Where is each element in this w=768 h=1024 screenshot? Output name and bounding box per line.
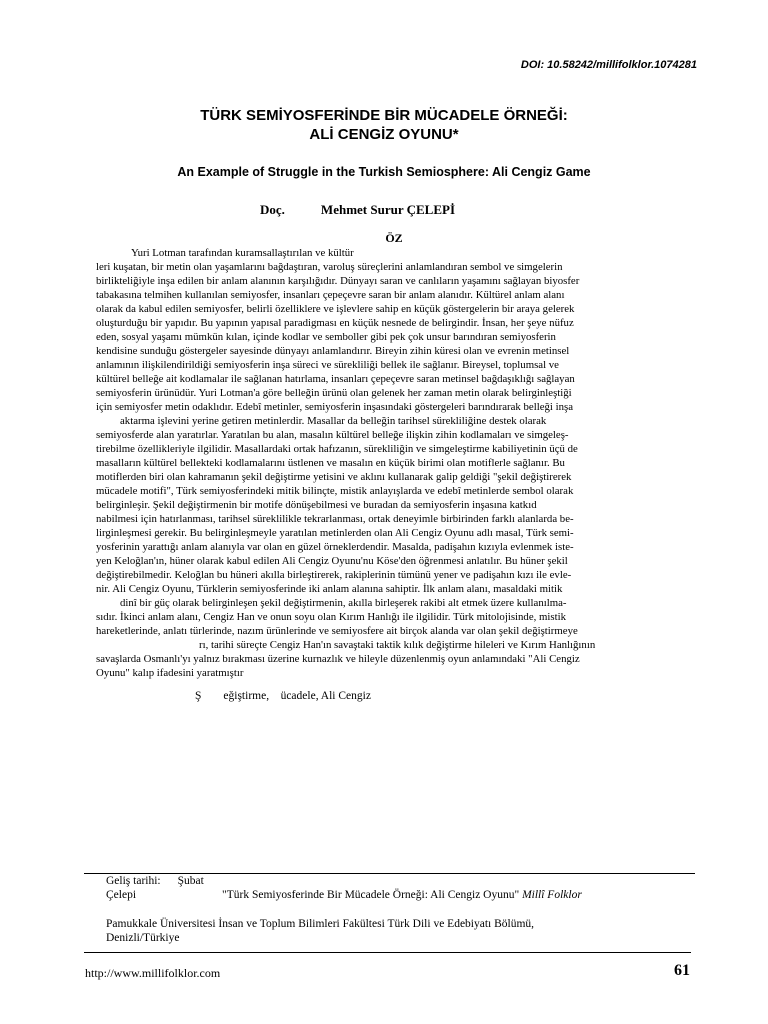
affiliation-line-2: Denizli/Türkiye bbox=[106, 932, 180, 944]
article-subtitle: An Example of Struggle in the Turkish Semiosphere: Ali Cengiz Game bbox=[177, 165, 591, 179]
abstract-line: anlamının ilişkilendirildiği semiyosferin inşa süreci ve sürekliliği bellek ile sağlanır. Bireysel, toplumsal ve bbox=[96, 359, 559, 371]
abstract-line: motiflerden biri olan kahramanın şekil değiştirme yetisini ve aklını kullanarak galip geldiği "şekil değiştirerek bbox=[96, 471, 572, 483]
abstract-line: nabilmesi için hatırlanması, tarihsel süreklilikle tekrarlanması, ortak deneyimle birbirinden farklı alanlarda be- bbox=[96, 513, 574, 525]
abstract-line: oluşturduğu bir yapıdır. Bu yapının yapısal paradigması en küçük nesnede de belirgindir. İnsan, her şeye nüfuz bbox=[96, 317, 574, 329]
abstract-line: eden, sosyal yaşamı mümkün kılan, içinde kodlar ve semboller gibi pek çok unsur barındıran semiyosferin bbox=[96, 331, 556, 343]
abstract-line: Oyunu" kalıp ifadesini yaratmıştır bbox=[96, 667, 244, 679]
abstract-line: kültürel belleğe ait kodlamalar ile sağlanan hatırlama, insanları çepeçevre saran metinsel bağdaşıklığı sağlayan bbox=[96, 373, 575, 385]
abstract-heading: ÖZ bbox=[385, 231, 403, 245]
abstract-line: rı, tarihi süreçte Cengiz Han'ın savaştaki taktik kılık değiştirme hileleri ve Kırım Hanlığının bbox=[199, 639, 596, 651]
received-label: Geliş tarihi: bbox=[106, 875, 161, 887]
abstract-line: belirginleşir. Şekil değiştirmenin bir motife dönüşebilmesi ve buradan da semiyosferin inşasına katkıd bbox=[96, 499, 537, 511]
keyword-fragment-3: ücadele, Ali Cengiz bbox=[280, 690, 371, 702]
journal-url[interactable]: http://www.millifolklor.com bbox=[85, 966, 221, 980]
abstract-line: aktarma işlevini yerine getiren metinlerdir. Masallar da belleğin tarihsel sürekliliğine destek olarak bbox=[120, 415, 547, 427]
abstract-line: dinî bir güç olarak belirginleşen şekil değiştirmenin, akılla birleşerek rakibi alt etmek üzere kullanılma- bbox=[120, 597, 567, 609]
page-number: 61 bbox=[674, 962, 690, 979]
abstract-line: birlikteliğiyle inşa edilen bir anlam alanının karşılığıdır. Dünyayı saran ve canlıların yaşamını sağlayan biyosfer bbox=[96, 275, 580, 287]
abstract-line: yen Keloğlan'ın, hüner olarak kabul edilen Ali Cengiz Oyunu'nu Köse'den öğrenmesi anlatılır. Bu hüner şekil bbox=[96, 555, 568, 567]
abstract-line: hareketlerinde, anlatı türlerinde, nazım ürünlerinde ve semiyosfere ait birçok alanda var olan şekil değiştirmeye bbox=[96, 625, 578, 637]
abstract-body bbox=[96, 246, 697, 680]
author-title: Doç. bbox=[260, 202, 285, 217]
abstract-line: lirginleşmesi gerekir. Bu belirginleşmeyle yaratılan metinlerden olan Ali Cengiz Oyunu adlı masal, Türk semi- bbox=[96, 527, 574, 539]
abstract-line: kendisine sunduğu göstergeler sayesinde dünyayı anlamlandırır. Bireyin zihin küresi olan ve evrenin metinsel bbox=[96, 345, 570, 357]
abstract-line: semiyosferin ürünüdür. Yuri Lotman'a göre belleğin ürünü olan gelenek her zaman metin olarak belirginleştiği bbox=[96, 387, 572, 399]
abstract-line: yosferinin yarattığı anlam alanıyla var olan en güzel örneklerdendir. Masalda, padişahın kızıyla evlenmek iste- bbox=[96, 541, 574, 553]
abstract-line: savaşlarda Osmanlı'yı yalnız bırakması üzerine kurnazlık ve hileyle düzenlenmiş oyun anlamındaki "Ali Cengiz bbox=[96, 653, 580, 665]
citation-author: Çelepi bbox=[106, 889, 137, 901]
footer-rule bbox=[84, 952, 691, 953]
affiliation-line-1: Pamukkale Üniversitesi İnsan ve Toplum Bilimleri Fakültesi Türk Dili ve Edebiyatı Bölümü, bbox=[106, 918, 535, 930]
author-line bbox=[260, 202, 455, 218]
author-name: Mehmet Surur ÇELEPİ bbox=[320, 202, 456, 217]
abstract-line: tirebilme özellikleriyle ilgilidir. Masallardaki ortak hafızanın, sürekliliğin ve simgeleştirme kabiliyetinin üçü de bbox=[96, 443, 578, 455]
abstract-line: semiyosferde alan yaratırlar. Yaratılan bu alan, masalın kültürel belleğe ilişkin zihin kodlamaları ve simgeleş- bbox=[96, 429, 569, 441]
abstract-line: için semiyosfer metin odaklıdır. Edebî metinler, semiyosferin inşasındaki göstergeleri barındırarak belleği inşa bbox=[96, 401, 574, 413]
citation-line bbox=[106, 889, 582, 901]
citation-title: "Türk Semiyosferinde Bir Mücadele Örneği: Ali Cengiz Oyunu" bbox=[222, 889, 520, 901]
keyword-fragment-1: Ş bbox=[195, 690, 202, 702]
abstract-line: mücadele motifi", Türk semiyosferindeki mitik bilinçte, mistik anlayışlarda ve edebî metinlerde sembol olarak bbox=[96, 485, 574, 497]
abstract-line: Yuri Lotman tarafından kuramsallaştırılan ve kültür bbox=[131, 247, 354, 259]
title-line-2: ALİ CENGİZ OYUNU* bbox=[309, 126, 459, 143]
abstract-line: tabakasına telmihen kullanılan semiyosfer, insanları çepeçevre saran bir anlam alanıdır. Kültürel anlam alanı bbox=[96, 289, 565, 301]
abstract-line: değiştirebilmedir. Keloğlan bu hüneri akılla birleştirerek, rakiplerinin tümünü yener ve padişahın kızı ile evle- bbox=[96, 569, 572, 581]
keywords bbox=[195, 690, 371, 702]
doi-label: DOI: 10.58242/millifolklor.1074281 bbox=[520, 59, 697, 71]
abstract-line: nir. Ali Cengiz Oyunu, Türklerin semiyosferinde iki anlam alanına sahiptir. İlk anlam alanı, masaldaki mitik bbox=[96, 583, 563, 595]
abstract-line: sıdır. İkinci anlam alanı, Cengiz Han ve onun soyu olan Kırım Hanlığı ile ilgilidir. Türk mitolojisinde, mistik bbox=[96, 611, 567, 623]
received-date-line bbox=[106, 875, 204, 887]
keyword-fragment-2: eğiştirme, bbox=[223, 690, 270, 702]
abstract-line: leri kuşatan, bir metin olan yaşamlarını bağdaştıran, varoluş süreçlerini anlamlandıran sembol ve simgelerin bbox=[96, 261, 563, 273]
abstract-line: masalların kültürel bellekteki kodlamalarını üstlenen ve masalın en küçük birimi olan motiflerle sağlanır. Bu bbox=[96, 457, 565, 469]
received-value: Şubat bbox=[177, 875, 204, 887]
footnote-rule bbox=[84, 873, 695, 874]
abstract-line: olarak da kabul edilen semiyosfer, belirli özelliklere ve işlevlere sahip en küçük göstergelerin bir araya gelerek bbox=[96, 303, 575, 315]
title-line-1: TÜRK SEMİYOSFERİNDE BİR MÜCADELE ÖRNEĞİ: bbox=[200, 107, 568, 124]
article-title bbox=[0, 106, 768, 144]
citation-journal: Millî Folklor bbox=[522, 889, 582, 901]
